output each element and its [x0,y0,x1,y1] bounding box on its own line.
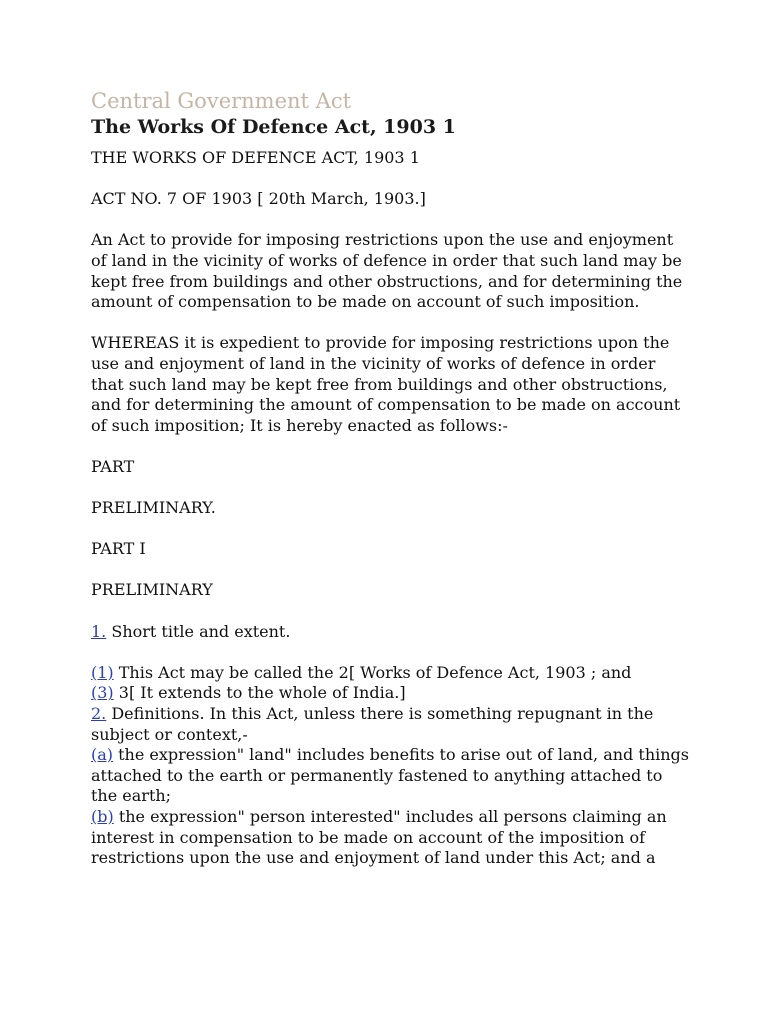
section-1-link[interactable]: 1. [91,621,107,641]
preliminary-heading-dot: PRELIMINARY. [91,498,216,518]
document-category: Central Government Act [91,89,352,113]
part-i-heading: PART I [91,539,146,559]
section-2-text: Definitions. In this Act, unless there is something repugnant in the subject or context,- [91,704,654,744]
clause-b-text: the expression" person interested" includes all persons claiming an interest in compensation to be made on account of the imposition of restrictions upon the use and enjoyment of land under this Act; and a [91,807,667,868]
section-1 [91,622,691,643]
subsection-1-text: This Act may be called the 2[ Works of Defence Act, 1903 ; and [113,662,632,682]
section-1-text: Short title and extent. [106,621,291,641]
document-title: The Works Of Defence Act, 1903 1 [91,116,456,138]
preliminary-heading: PRELIMINARY [91,580,213,600]
part-heading: PART [91,456,135,476]
subsection-1-link[interactable]: (1) [91,662,114,682]
subsection-3-link[interactable]: (3) [91,683,114,703]
act-number: ACT NO. 7 OF 1903 [ 20th March, 1903.] [91,189,426,209]
clause-a-link[interactable]: (a) [91,745,114,765]
section-2 [91,704,691,745]
section-1-3 [91,683,691,704]
act-whereas: WHEREAS it is expedient to provide for imposing restrictions upon the use and enjoyment of land in the vicinity of works of defence in order that such land may be kept free from buildings and other obstructions, and for determining the amount of compensation to be made on account of such imposition; It is hereby enacted as follows:- [91,333,681,435]
act-heading: THE WORKS OF DEFENCE ACT, 1903 1 [91,148,420,167]
section-2-link[interactable]: 2. [91,704,107,724]
clause-b-link[interactable]: (b) [91,807,114,826]
document-page [91,88,691,869]
subsection-3-text: 3[ It extends to the whole of India.] [113,683,406,703]
section-1-1 [91,663,691,684]
act-intro: An Act to provide for imposing restrictions upon the use and enjoyment of land in the vicinity of works of defence in order that such land may be kept free from buildings and other obstructions, and for determining the amount of compensation to be made on account of such imposition. [91,230,683,312]
section-2-a [91,745,691,807]
clause-a-text: the expression" land" includes benefits to arise out of land, and things attached to the earth or permanently fastened to anything attached to the earth; [91,745,689,806]
section-2-b [91,807,691,869]
